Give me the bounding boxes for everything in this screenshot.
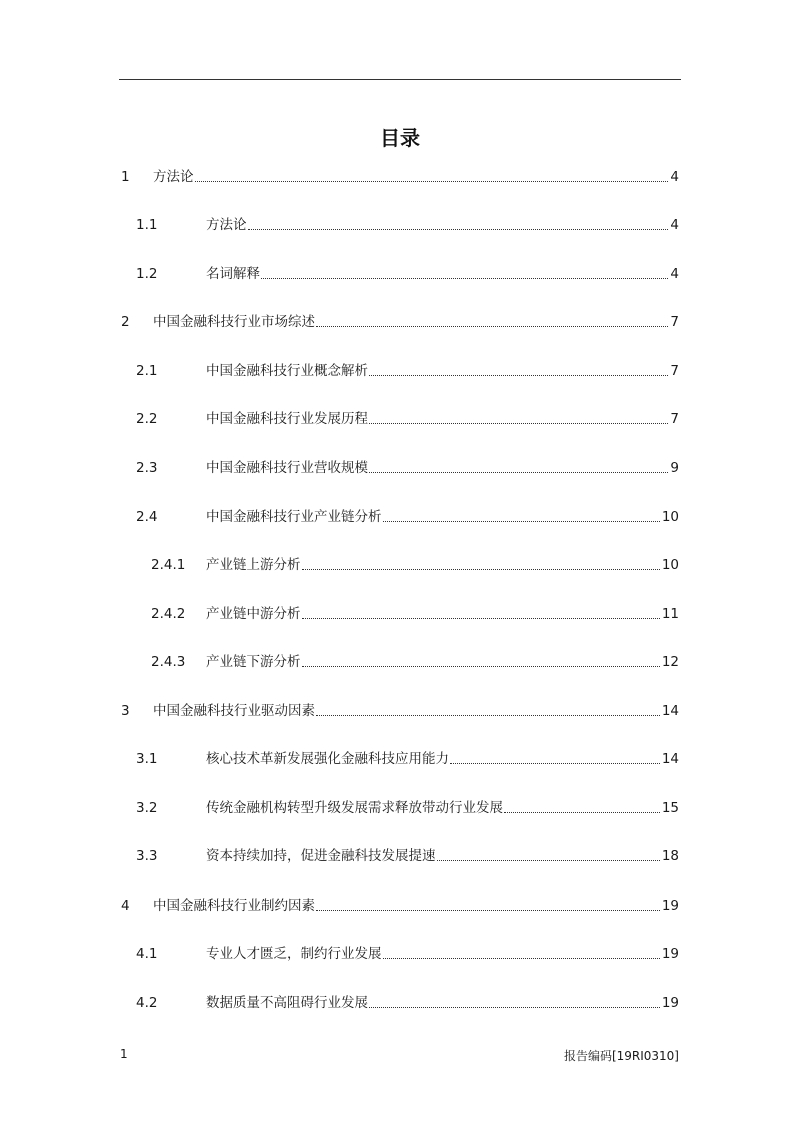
toc-entry[interactable]: [119, 993, 679, 1013]
toc-dot-leader: [369, 409, 668, 429]
toc-dot-leader: [316, 896, 660, 916]
toc-entry[interactable]: [119, 264, 679, 284]
toc-entry-number: 2.4.2: [151, 606, 186, 622]
toc-entry-label: 方法论: [153, 169, 194, 185]
toc-entry[interactable]: [119, 507, 679, 527]
toc-entry-page: 7: [670, 363, 679, 379]
toc-entry-page: 7: [670, 411, 679, 427]
toc-entry[interactable]: [119, 167, 679, 187]
toc-entry-label: 中国金融科技行业市场综述: [153, 314, 315, 330]
toc-entry-number: 2.3: [136, 460, 158, 476]
toc-entry-number: 2.4.1: [151, 557, 186, 573]
toc-dot-leader: [195, 167, 669, 187]
toc-entry-page: 19: [661, 995, 679, 1011]
toc-entry-number: 1.2: [136, 266, 158, 282]
toc-entry-number: 2.2: [136, 411, 158, 427]
toc-entry-label: 名词解释: [206, 266, 260, 282]
toc-entry[interactable]: [119, 701, 679, 721]
toc-entry-number: 2.1: [136, 363, 158, 379]
toc-entry[interactable]: [119, 846, 679, 866]
toc-dot-leader: [437, 846, 660, 866]
toc-entry-page: 15: [661, 800, 679, 816]
toc-entry-number: 3.1: [136, 751, 158, 767]
toc-dot-leader: [248, 215, 669, 235]
toc-dot-leader: [302, 555, 660, 575]
toc-entry-label: 中国金融科技行业制约因素: [153, 898, 315, 914]
toc-entry[interactable]: [119, 604, 679, 624]
toc-entry-page: 12: [661, 654, 679, 670]
toc-entry-label: 核心技术革新发展强化金融科技应用能力: [206, 751, 449, 767]
toc-entry-page: 4: [670, 169, 679, 185]
toc-entry-label: 产业链上游分析: [206, 557, 301, 573]
toc-entry-label: 产业链中游分析: [206, 606, 301, 622]
toc-entry-label: 数据质量不高阻碍行业发展: [206, 995, 368, 1011]
toc-entry-label: 中国金融科技行业发展历程: [206, 411, 368, 427]
toc-entry-number: 2: [121, 314, 130, 330]
toc-entry[interactable]: [119, 409, 679, 429]
toc-dot-leader: [383, 507, 660, 527]
toc-entry-page: 9: [670, 460, 679, 476]
toc-entry[interactable]: [119, 555, 679, 575]
toc-entry-label: 中国金融科技行业营收规模: [206, 460, 368, 476]
toc-entry[interactable]: [119, 749, 679, 769]
toc-entry-number: 4: [121, 898, 130, 914]
toc-dot-leader: [302, 604, 660, 624]
toc-dot-leader: [316, 312, 668, 332]
toc-entry[interactable]: [119, 361, 679, 381]
toc-entry-page: 14: [661, 703, 679, 719]
toc-entry-label: 专业人才匮乏，制约行业发展: [206, 946, 382, 962]
toc-entry-page: 18: [661, 848, 679, 864]
toc-entry-page: 4: [670, 217, 679, 233]
toc-entry-label: 中国金融科技行业驱动因素: [153, 703, 315, 719]
toc-entry-number: 3.2: [136, 800, 158, 816]
toc-entry-label: 资本持续加持，促进金融科技发展提速: [206, 848, 436, 864]
toc-dot-leader: [504, 798, 660, 818]
toc-entry-number: 4.2: [136, 995, 158, 1011]
toc-dot-leader: [369, 361, 668, 381]
toc-entry-page: 19: [661, 898, 679, 914]
toc-entry-label: 中国金融科技行业概念解析: [206, 363, 368, 379]
toc-entry-number: 3.3: [136, 848, 158, 864]
toc-entry-page: 7: [670, 314, 679, 330]
toc-entry-label: 传统金融机构转型升级发展需求释放带动行业发展: [206, 800, 503, 816]
toc-entry[interactable]: [119, 652, 679, 672]
toc-dot-leader: [383, 944, 660, 964]
toc-dot-leader: [369, 458, 668, 478]
toc-entry-label: 产业链下游分析: [206, 654, 301, 670]
toc-entry-number: 3: [121, 703, 130, 719]
footer-report-code: 报告编码[19RI0310]: [563, 1049, 679, 1063]
toc-entry-page: 4: [670, 266, 679, 282]
toc-entry-number: 2.4: [136, 509, 158, 525]
toc-entry-number: 4.1: [136, 946, 158, 962]
toc-entry-number: 2.4.3: [151, 654, 186, 670]
toc-dot-leader: [450, 749, 660, 769]
toc-entry-number: 1: [121, 169, 130, 185]
toc-dot-leader: [369, 993, 660, 1013]
toc-entry-page: 10: [661, 557, 679, 573]
toc-entry[interactable]: [119, 312, 679, 332]
toc-entry-page: 11: [661, 606, 679, 622]
toc-entry[interactable]: [119, 458, 679, 478]
header-rule: [119, 79, 681, 80]
toc-entry-number: 1.1: [136, 217, 158, 233]
toc-entry-page: 10: [661, 509, 679, 525]
toc-entry-label: 中国金融科技行业产业链分析: [206, 509, 382, 525]
toc-entry-page: 14: [661, 751, 679, 767]
page-title: 目录: [380, 126, 420, 150]
toc-entry[interactable]: [119, 798, 679, 818]
toc-dot-leader: [261, 264, 668, 284]
toc-dot-leader: [302, 652, 660, 672]
toc-entry[interactable]: [119, 215, 679, 235]
toc-entry[interactable]: [119, 944, 679, 964]
toc-entry-page: 19: [661, 946, 679, 962]
footer-page-number: 1: [120, 1047, 128, 1061]
toc-entry-label: 方法论: [206, 217, 247, 233]
toc-entry[interactable]: [119, 896, 679, 916]
toc-dot-leader: [316, 701, 660, 721]
